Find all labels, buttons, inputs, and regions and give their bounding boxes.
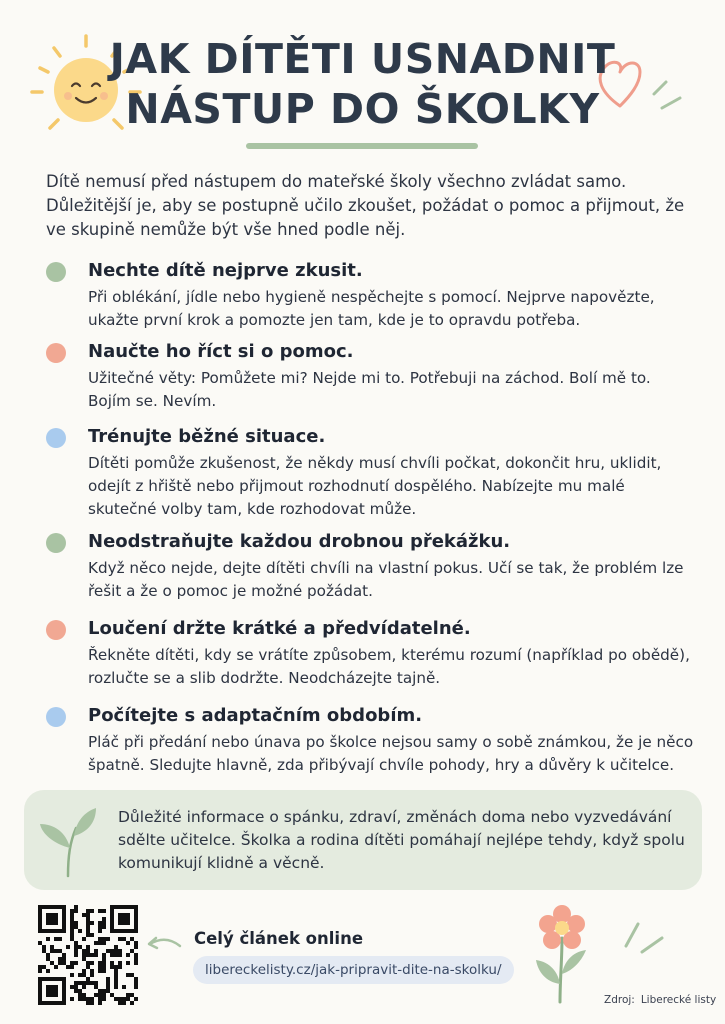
tip-heading: Počítejte s adaptačním obdobím.: [88, 705, 423, 726]
tip-text: Když něco nejde, dejte dítěti chvíli na vlastní pokus. Učí se tak, že problém lze řešit a že o pomoc je možné požádat.: [88, 559, 684, 600]
tip-heading: Naučte ho říct si o pomoc.: [88, 341, 354, 362]
tip-text: Dítěti pomůže zkušenost, že někdy musí chvíli počkat, dokončit hru, uklidit, odejít z hřiště nebo přijmout rozhodnutí dospělého. Nabízejte mu malé skutečné volby tam, kde rozhodovat může.: [88, 454, 662, 518]
tip-item: [46, 339, 696, 409]
bullet-dot: [46, 533, 66, 553]
source-credit: [604, 994, 716, 1006]
flower-icon: [532, 900, 594, 1004]
tip-heading: Trénujte běžné situace.: [88, 426, 326, 447]
online-article-title: Celý článek online: [194, 929, 364, 948]
tip-item: [46, 529, 696, 599]
tip-item: [46, 616, 696, 686]
tip-text: Při oblékání, jídle nebo hygieně nespěchejte s pomocí. Nejprve napovězte, ukažte první krok a pomozte jen tam, kde je to opravdu potřeba.: [88, 288, 655, 329]
intro-paragraph: Dítě nemusí před nástupem do mateřské školy všechno zvládat samo. Důležitější je, aby se postupně učilo zkoušet, požádat o pomoc a přijmout, že ve skupině nemůže být vše hned podle něj.: [46, 172, 685, 239]
bullet-dot: [46, 262, 66, 282]
tip-text: Řekněte dítěti, kdy se vrátíte způsobem, kterému rozumí (například po obědě), rozlučte se a slib dodržte. Neodcházejte tajně.: [88, 646, 690, 687]
title-underline: [246, 143, 478, 149]
title-line-1: JAK DÍTĚTI USNADNIT: [109, 35, 616, 83]
arrow-left-icon: [144, 930, 184, 958]
tip-heading: Loučení držte krátké a předvídatelné.: [88, 618, 471, 639]
bullet-dot: [46, 707, 66, 727]
tip-item: [46, 258, 696, 328]
tip-item: [46, 424, 696, 516]
tip-heading: Nechte dítě nejprve zkusit.: [88, 260, 363, 281]
bullet-dot: [46, 620, 66, 640]
decorative-strokes: [620, 918, 668, 958]
page-title: [0, 34, 725, 134]
tip-text: Pláč při předání nebo únava po školce nejsou samy o sobě známkou, že je něco špatně. Sledujte hlavně, zda přibývají chvíle pohody, hry a důvěry k učitelce.: [88, 733, 694, 774]
tip-heading: Neodstraňujte každou drobnou překážku.: [88, 531, 511, 552]
leaf-icon: [38, 806, 98, 878]
tip-text: Užitečné věty: Pomůžete mi? Nejde mi to. Potřebuji na záchod. Bolí mě to. Bojím se. Nevím.: [88, 369, 651, 410]
source-label: Zdroj:: [604, 994, 635, 1006]
source-name: Liberecké listy: [640, 994, 717, 1006]
qr-code[interactable]: [38, 905, 138, 1005]
article-url-link[interactable]: libereckelisty.cz/jak-pripravit-dite-na-skolku/: [193, 956, 514, 984]
title-line-2: NÁSTUP DO ŠKOLKY: [125, 85, 600, 133]
bullet-dot: [46, 343, 66, 363]
tip-item: [46, 703, 696, 773]
bullet-dot: [46, 428, 66, 448]
info-note-text: Důležité informace o spánku, zdraví, změnách doma nebo vyzvedávání sdělte učitelce. Školka a rodina dítěti pomáhají nejlépe tehdy, když spolu komunikují klidně a věcně.: [118, 808, 685, 872]
